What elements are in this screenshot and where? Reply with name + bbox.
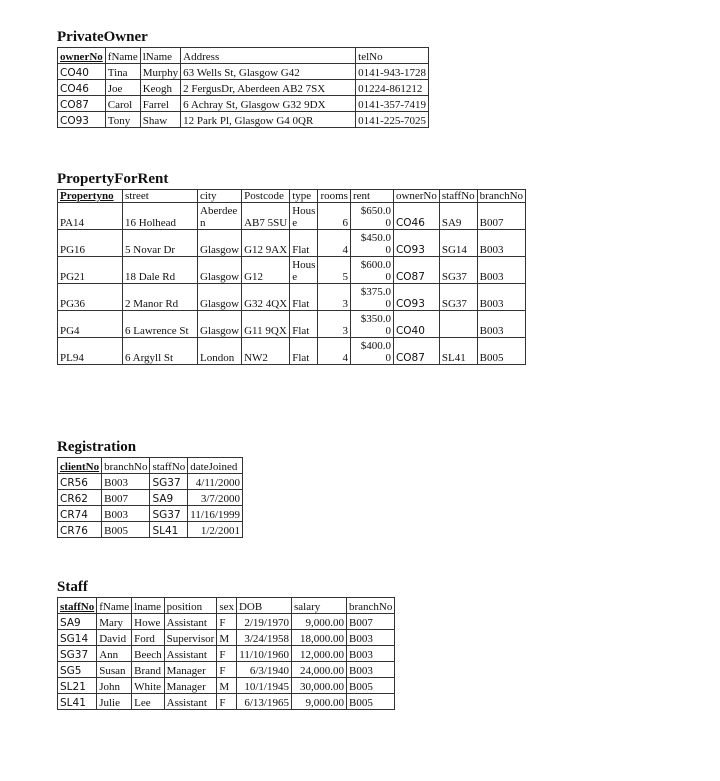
cell-line: Glasgow xyxy=(200,298,240,310)
table-cell: SL41 xyxy=(439,338,477,365)
table-cell: B003 xyxy=(477,311,525,338)
column-header: rooms xyxy=(318,190,351,203)
column-header: lName xyxy=(140,48,180,64)
table-cell xyxy=(350,203,393,230)
table-cell xyxy=(350,230,393,257)
table-cell: PG21 xyxy=(58,257,123,284)
table-cell xyxy=(350,338,393,365)
table-row xyxy=(58,311,526,338)
column-header: position xyxy=(164,598,217,614)
table-cell: Ann xyxy=(97,646,132,662)
table-cell: 0141-943-1728 xyxy=(356,64,429,80)
cell-line: London xyxy=(200,352,235,364)
table-cell: 24,000.00 xyxy=(291,662,346,678)
cell-line: 0 xyxy=(385,271,391,283)
table-row xyxy=(58,230,526,257)
cell-line: e xyxy=(292,271,298,283)
table-cell: B005 xyxy=(477,338,525,365)
cell-line: Glasgow xyxy=(200,325,240,337)
table-cell: 3/7/2000 xyxy=(188,490,243,506)
table-cell: SL41 xyxy=(58,694,97,710)
table-header-row xyxy=(58,458,243,474)
table-cell: B003 xyxy=(477,230,525,257)
table-cell: 63 Wells St, Glasgow G42 xyxy=(181,64,356,80)
table-cell: PA14 xyxy=(58,203,123,230)
table-cell: Assistant xyxy=(164,646,217,662)
staff-table xyxy=(57,597,395,710)
table-cell: CR62 xyxy=(58,490,102,506)
table-cell: 6 xyxy=(318,203,351,230)
table-cell: SL41 xyxy=(150,522,188,538)
table-cell xyxy=(350,257,393,284)
table-cell: CO93 xyxy=(393,284,439,311)
table-row xyxy=(58,64,429,80)
table-cell xyxy=(198,338,242,365)
table-cell: B003 xyxy=(477,257,525,284)
table-cell: 6/3/1940 xyxy=(236,662,291,678)
table-cell: G12 xyxy=(242,257,290,284)
cell-line: n xyxy=(200,217,206,229)
table-cell: 0141-225-7025 xyxy=(356,112,429,128)
table-cell xyxy=(350,284,393,311)
table-cell xyxy=(350,311,393,338)
cell-line: 0 xyxy=(385,217,391,229)
table-cell xyxy=(290,338,318,365)
table-cell: SG37 xyxy=(150,506,188,522)
table-cell: B003 xyxy=(346,662,394,678)
table-cell: SA9 xyxy=(439,203,477,230)
cell-line: Flat xyxy=(292,325,310,337)
table-cell: CO40 xyxy=(58,64,106,80)
table-cell: CO93 xyxy=(58,112,106,128)
table-cell: Beech xyxy=(132,646,164,662)
table-cell: 11/16/1999 xyxy=(188,506,243,522)
table-cell: 6 Lawrence St xyxy=(123,311,198,338)
table-header-row xyxy=(58,48,429,64)
table-row xyxy=(58,257,526,284)
table-cell: 6/13/1965 xyxy=(236,694,291,710)
property-for-rent-title: PropertyForRent xyxy=(57,171,169,187)
table-cell: G12 9AX xyxy=(242,230,290,257)
column-header: branchNo xyxy=(346,598,394,614)
table-cell: G32 4QX xyxy=(242,284,290,311)
cell-line: $450.0 xyxy=(360,232,391,244)
private-owner-section xyxy=(57,28,429,128)
column-header: sex xyxy=(217,598,237,614)
table-cell: SG37 xyxy=(439,257,477,284)
table-cell: CO40 xyxy=(393,311,439,338)
column-header: city xyxy=(198,190,242,203)
table-row xyxy=(58,662,395,678)
table-cell: Assistant xyxy=(164,614,217,630)
cell-line: Hous xyxy=(292,259,316,271)
table-cell xyxy=(198,311,242,338)
column-header: staffNo xyxy=(150,458,188,474)
table-cell: 9,000.00 xyxy=(291,694,346,710)
table-cell: SG37 xyxy=(58,646,97,662)
column-header: ownerNo xyxy=(393,190,439,203)
cell-line: Flat xyxy=(292,352,310,364)
table-cell xyxy=(439,311,477,338)
table-cell: 4 xyxy=(318,338,351,365)
column-header: DOB xyxy=(236,598,291,614)
column-header: rent xyxy=(350,190,393,203)
table-cell: M xyxy=(217,630,237,646)
table-cell: B003 xyxy=(102,474,150,490)
table-row xyxy=(58,338,526,365)
table-row xyxy=(58,646,395,662)
table-cell: 6 Argyll St xyxy=(123,338,198,365)
table-cell: 0141-357-7419 xyxy=(356,96,429,112)
table-cell: SL21 xyxy=(58,678,97,694)
table-cell: 5 xyxy=(318,257,351,284)
table-cell: F xyxy=(217,694,237,710)
cell-line: Flat xyxy=(292,244,310,256)
table-cell: Manager xyxy=(164,678,217,694)
table-cell: Brand xyxy=(132,662,164,678)
table-cell: Tina xyxy=(105,64,140,80)
table-cell: SG14 xyxy=(58,630,97,646)
cell-line: 0 xyxy=(385,325,391,337)
cell-line: 0 xyxy=(385,298,391,310)
column-header: staffNo xyxy=(439,190,477,203)
table-cell: B005 xyxy=(102,522,150,538)
cell-line: $400.0 xyxy=(360,340,391,352)
table-cell: Ford xyxy=(132,630,164,646)
cell-line: Flat xyxy=(292,298,310,310)
private-owner-table xyxy=(57,47,429,128)
cell-line: $375.0 xyxy=(360,286,391,298)
table-cell: Susan xyxy=(97,662,132,678)
table-row xyxy=(58,80,429,96)
table-cell: 18,000.00 xyxy=(291,630,346,646)
table-cell: 2 Manor Rd xyxy=(123,284,198,311)
staff-title: Staff xyxy=(57,579,88,595)
table-row xyxy=(58,630,395,646)
table-cell: 01224-861212 xyxy=(356,80,429,96)
cell-line: Glasgow xyxy=(200,244,240,256)
table-cell xyxy=(290,203,318,230)
cell-line: 0 xyxy=(385,352,391,364)
table-header-row xyxy=(58,190,526,203)
table-cell: CO93 xyxy=(393,230,439,257)
table-cell: NW2 xyxy=(242,338,290,365)
table-cell: 9,000.00 xyxy=(291,614,346,630)
column-header: telNo xyxy=(356,48,429,64)
table-row xyxy=(58,474,243,490)
table-cell xyxy=(290,311,318,338)
table-cell: F xyxy=(217,662,237,678)
table-cell: 16 Holhead xyxy=(123,203,198,230)
table-cell: B007 xyxy=(102,490,150,506)
table-cell: 10/1/1945 xyxy=(236,678,291,694)
cell-line: Glasgow xyxy=(200,271,240,283)
table-cell xyxy=(290,230,318,257)
table-cell: SG14 xyxy=(439,230,477,257)
table-cell: Supervisor xyxy=(164,630,217,646)
column-header: branchNo xyxy=(477,190,525,203)
column-header: salary xyxy=(291,598,346,614)
table-cell xyxy=(198,203,242,230)
table-cell: SG5 xyxy=(58,662,97,678)
column-header: fName xyxy=(105,48,140,64)
table-cell: 3 xyxy=(318,311,351,338)
staff-section xyxy=(57,578,395,710)
registration-section xyxy=(57,438,243,538)
table-row xyxy=(58,614,395,630)
table-cell: B003 xyxy=(102,506,150,522)
table-cell xyxy=(290,257,318,284)
table-cell: CO46 xyxy=(393,203,439,230)
table-cell: White xyxy=(132,678,164,694)
table-cell: Tony xyxy=(105,112,140,128)
column-header: lname xyxy=(132,598,164,614)
cell-line: $650.0 xyxy=(360,205,391,217)
table-cell: Carol xyxy=(105,96,140,112)
table-cell: F xyxy=(217,646,237,662)
cell-line: Aberdee xyxy=(200,205,238,217)
table-cell: Shaw xyxy=(140,112,180,128)
cell-line: e xyxy=(292,217,298,229)
table-cell: M xyxy=(217,678,237,694)
table-cell: 2 FergusDr, Aberdeen AB2 7SX xyxy=(181,80,356,96)
cell-line: $600.0 xyxy=(360,259,391,271)
table-cell xyxy=(198,230,242,257)
table-cell: B003 xyxy=(346,630,394,646)
column-header: clientNo xyxy=(58,458,102,474)
table-cell: Manager xyxy=(164,662,217,678)
table-row xyxy=(58,522,243,538)
table-cell: Joe xyxy=(105,80,140,96)
table-cell: PG36 xyxy=(58,284,123,311)
table-cell: B007 xyxy=(477,203,525,230)
column-header: street xyxy=(123,190,198,203)
table-cell: PG4 xyxy=(58,311,123,338)
table-cell: G11 9QX xyxy=(242,311,290,338)
table-cell: B003 xyxy=(346,646,394,662)
table-cell: PL94 xyxy=(58,338,123,365)
table-cell: SA9 xyxy=(150,490,188,506)
table-cell xyxy=(198,257,242,284)
table-row xyxy=(58,284,526,311)
table-cell: Mary xyxy=(97,614,132,630)
table-header-row xyxy=(58,598,395,614)
table-cell: 1/2/2001 xyxy=(188,522,243,538)
table-row xyxy=(58,506,243,522)
table-cell: Farrel xyxy=(140,96,180,112)
table-cell: SA9 xyxy=(58,614,97,630)
table-cell: Lee xyxy=(132,694,164,710)
table-cell: CO87 xyxy=(393,338,439,365)
column-header: branchNo xyxy=(102,458,150,474)
table-cell: CR76 xyxy=(58,522,102,538)
property-for-rent-table xyxy=(57,189,526,365)
property-for-rent-section xyxy=(57,170,526,365)
table-cell: SG37 xyxy=(439,284,477,311)
table-cell: CR56 xyxy=(58,474,102,490)
table-cell: 3 xyxy=(318,284,351,311)
column-header: Postcode xyxy=(242,190,290,203)
table-cell: 18 Dale Rd xyxy=(123,257,198,284)
table-cell: John xyxy=(97,678,132,694)
table-row xyxy=(58,490,243,506)
cell-line: Hous xyxy=(292,205,316,217)
table-row xyxy=(58,203,526,230)
registration-title: Registration xyxy=(57,439,137,455)
table-cell: 11/10/1960 xyxy=(236,646,291,662)
table-cell: F xyxy=(217,614,237,630)
table-cell: David xyxy=(97,630,132,646)
table-cell: 30,000.00 xyxy=(291,678,346,694)
table-cell: Murphy xyxy=(140,64,180,80)
table-row xyxy=(58,96,429,112)
table-row xyxy=(58,694,395,710)
column-header: fName xyxy=(97,598,132,614)
table-cell: B005 xyxy=(346,694,394,710)
table-cell: CO87 xyxy=(393,257,439,284)
table-row xyxy=(58,112,429,128)
table-cell: 12,000.00 xyxy=(291,646,346,662)
column-header: dateJoined xyxy=(188,458,243,474)
table-cell: AB7 5SU xyxy=(242,203,290,230)
column-header: staffNo xyxy=(58,598,97,614)
table-cell: B003 xyxy=(477,284,525,311)
table-cell: 5 Novar Dr xyxy=(123,230,198,257)
table-cell: B007 xyxy=(346,614,394,630)
table-cell: 4 xyxy=(318,230,351,257)
table-cell: CO87 xyxy=(58,96,106,112)
cell-line: $350.0 xyxy=(360,313,391,325)
private-owner-title: PrivateOwner xyxy=(57,29,148,45)
table-cell xyxy=(290,284,318,311)
column-header: type xyxy=(290,190,318,203)
table-cell: Julie xyxy=(97,694,132,710)
cell-line: 0 xyxy=(385,244,391,256)
table-cell: Assistant xyxy=(164,694,217,710)
table-cell: SG37 xyxy=(150,474,188,490)
table-cell: 12 Park Pl, Glasgow G4 0QR xyxy=(181,112,356,128)
registration-table xyxy=(57,457,243,538)
table-cell: 4/11/2000 xyxy=(188,474,243,490)
table-cell: 2/19/1970 xyxy=(236,614,291,630)
column-header: Address xyxy=(181,48,356,64)
table-cell: CR74 xyxy=(58,506,102,522)
table-cell: 3/24/1958 xyxy=(236,630,291,646)
table-cell: 6 Achray St, Glasgow G32 9DX xyxy=(181,96,356,112)
column-header: ownerNo xyxy=(58,48,106,64)
table-cell xyxy=(198,284,242,311)
column-header: Propertyno xyxy=(58,190,123,203)
table-cell: Howe xyxy=(132,614,164,630)
table-cell: CO46 xyxy=(58,80,106,96)
table-row xyxy=(58,678,395,694)
table-cell: Keogh xyxy=(140,80,180,96)
table-cell: PG16 xyxy=(58,230,123,257)
table-cell: B005 xyxy=(346,678,394,694)
